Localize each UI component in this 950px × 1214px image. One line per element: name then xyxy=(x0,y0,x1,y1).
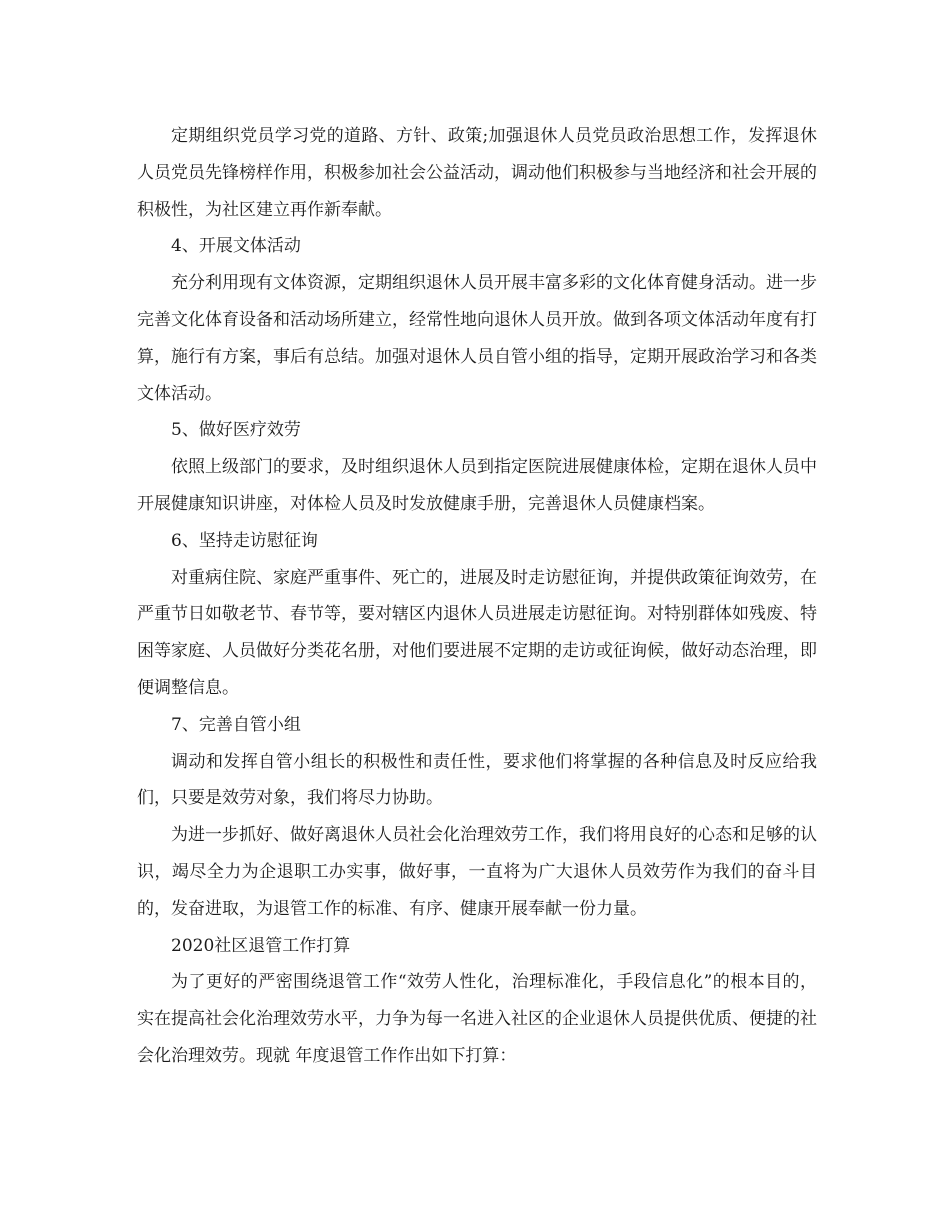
document-body xyxy=(137,118,817,1075)
section-heading-self-management: 7、完善自管小组 xyxy=(171,714,301,735)
paragraph-visits: 对重病住院、家庭严重事件、死亡的，进展及时走访慰征询，并提供政策征询效劳，在严重节日如敬老节、春节等，要对辖区内退休人员进展走访慰征询。对特别群体如残废、特困等家庭、人员做好分类花名册，对他们要进展不定期的走访或征询候，做好动态治理，即便调整信息。 xyxy=(137,567,817,698)
section-heading-culture-activities: 4、开展文体活动 xyxy=(171,236,301,257)
paragraph-self-management: 调动和发挥自管小组长的积极性和责任性，要求他们将掌握的各种信息及时反应给我们，只要是效劳对象，我们将尽力协助。 xyxy=(137,751,817,809)
paragraph-commitment: 为进一步抓好、做好离退休人员社会化治理效劳工作，我们将用良好的心态和足够的认识，竭尽全力为企退职工办实事，做好事，一直将为广大退休人员效劳作为我们的奋斗目的，发奋进取，为退管工作的标准、有序、健康开展奉献一份力量。 xyxy=(137,825,817,919)
paragraph-culture-activities: 充分利用现有文体资源，定期组织退休人员开展丰富多彩的文化体育健身活动。进一步完善文化体育设备和活动场所建立，经常性地向退休人员开放。做到各项文体活动年度有打算，施行有方案，事后有总结。加强对退休人员自管小组的指导，定期开展政治学习和各类文体活动。 xyxy=(137,273,817,404)
paragraph-medical-service: 依照上级部门的要求，及时组织退休人员到指定医院进展健康体检，定期在退休人员中开展健康知识讲座，对体检人员及时发放健康手册，完善退休人员健康档案。 xyxy=(137,457,817,514)
section-heading-visits: 6、坚持走访慰征询 xyxy=(171,530,318,551)
paragraph-2020-plan-intro: 为了更好的严密围绕退管工作“效劳人性化，治理标准化，手段信息化”的根本目的，实在提高社会化治理效劳水平，力争为每一名进入社区的企业退休人员提供优质、便捷的社会化治理效劳。现就 年度退管工作作出如下打算： xyxy=(137,972,817,1066)
section-heading-medical-service: 5、做好医疗效劳 xyxy=(171,420,301,441)
paragraph-party-study: 定期组织党员学习党的道路、方针、政策;加强退休人员党员政治思想工作，发挥退休人员党员先锋榜样作用，积极参加社会公益活动，调动他们积极参与当地经济和社会开展的积极性，为社区建立再作新奉献。 xyxy=(137,126,817,220)
section-heading-2020-plan: 2020社区退管工作打算 xyxy=(171,935,351,956)
